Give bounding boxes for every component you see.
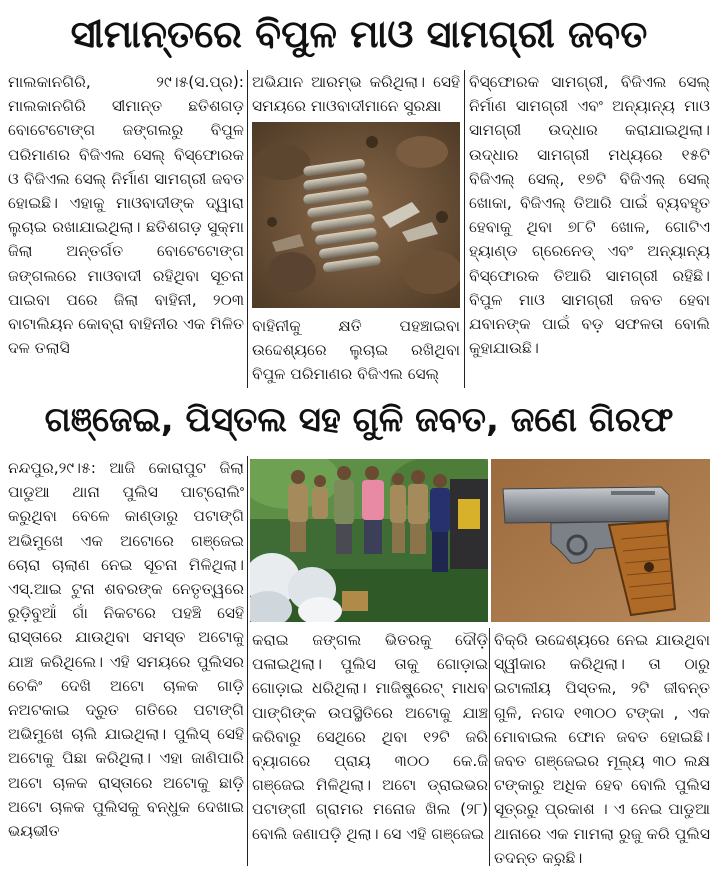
- story2-headline: ଗଞ୍ଜେଇ, ପିସ୍ତଲ ସହ ଗୁଳି ଜବତ, ଜଣେ ଗିରଫ: [44, 400, 674, 440]
- story2-column-1: [8, 456, 244, 866]
- seized-shells-image: [252, 122, 460, 308]
- story1-column-1: [8, 70, 244, 388]
- police-group-image: [250, 459, 488, 622]
- story1-column-1-text: ମାଲକାନଗିରି, ୨୯।୫(ସ.ପ୍ର): ମାଲକାନଗିରି ସୀମାନ୍ତ ଛତିଶଗଡ଼ ବୋଟେଟୋଙ୍ଗ ଜଙ୍ଗଲରୁ ବିପୁଳ ପରିମାଣର ବିଜିଏଲ ସେଲ୍ ବିସ୍ଫୋରକ ଓ ବିଜିଏଲ ସେଲ୍ ନିର୍ମାଣ ସାମଗ୍ରୀ ଜବତ ହୋଇଛି। ଏହାକୁ ମାଓବାଦୀଙ୍କ ଦ୍ୱାରା ଲୁଚାଇ ରଖାଯାଇଥିଲା। ଛତିଶଗଡ଼ ସୁକ୍ମା ଜିଲା ଅନ୍ତର୍ଗତ ବୋଟେଟୋଙ୍ଗ ଜଙ୍ଗଲରେ ମାଓବାଦୀ ରହିଥିବା ସୂଚନା ପାଇବା ପରେ ଜିଲା ବାହିନୀ, ୨୦୩ ବାଟାଲିୟନ କୋବ୍ରା ବାହିନୀର ଏକ ମିଳିତ ଦଳ ତଲାସି: [8, 73, 244, 358]
- story2-column-3-text: ବିକ୍ରି ଉଦ୍ଦେଶ୍ୟରେ ନେଇ ଯାଉଥିବା ସ୍ୱୀକାର କରିଥିଲା। ତା ଠାରୁ ଇଟାଲୀୟ ପିସ୍ତଲ, ୨ଟି ଜୀବନ୍ତ ଗୁଳି, ନଗଦ ୧୩୦୦ ଟଙ୍କା , ଏକ ମୋବାଇଲ ଫୋନ ଜବତ ହୋଇଛି। ଜବତ ଗଞ୍ଜେଇର ମୂଲ୍ୟ ୩୦ ଲକ୍ଷ ଟଙ୍କାରୁ ଅଧିକ ହେବ ବୋଲି ପୁଲିସ ସୂତ୍ରରୁ ପ୍ରକାଶ । ଏ ନେଇ ପାଡୁଆ ଥାନାରେ ଏକ ମାମଲା ରୁଜୁ କରି ପୁଲିସ ତଦନ୍ତ କରୁଛି।: [494, 631, 710, 866]
- story1-column-2-bottom-text: ବାହିନୀକୁ କ୍ଷତି ପହଞ୍ଚାଇବା ଉଦ୍ଦେଶ୍ୟରେ ଲୁଚାଇ ରଖିଥିବା ବିପୁଳ ପରିମାଣର ବିଜିଏଲ ସେଲ୍: [252, 317, 460, 384]
- story1-column-2-bottom: [252, 314, 460, 388]
- story2-column-2: [252, 628, 488, 866]
- pistol-image: [491, 459, 710, 622]
- story1-photo-seized-shells: [252, 122, 460, 308]
- column-divider: [464, 70, 465, 388]
- column-divider: [247, 70, 248, 388]
- story2-column-3: [494, 628, 710, 866]
- story1-column-2-top-text: ଅଭିଯାନ ଆରମ୍ଭ କରିଥିଲା। ସେହି ସମୟରେ ମାଓବାଦୀମାନେ ସୁରକ୍ଷା: [252, 73, 460, 116]
- story1-column-2-top: [252, 70, 460, 120]
- story1-headline: ସୀମାନ୍ତରେ ବିପୁଳ ମାଓ ସାମଗ୍ରୀ ଜବତ: [70, 12, 648, 56]
- story1-column-3: [469, 70, 710, 388]
- story2-photo-police-with-seized-ganja: [250, 459, 488, 622]
- story1-column-3-text: ବିସ୍ଫୋରକ ସାମଗ୍ରୀ, ବିଜିଏଲ ସେଲ୍ ନିର୍ମାଣ ସାମଗ୍ରୀ ଏବଂ ଅନ୍ୟାନ୍ୟ ମାଓ ସାମଗ୍ରୀ ଉଦ୍ଧାର କରାଯାଇଥିଲା। ଉଦ୍ଧାର ସାମଗ୍ରୀ ମଧ୍ୟରେ ୧୫ଟି ବିଜିଏଲ୍ ସେଲ୍, ୧୭ଟି ବିଜିଏଲ୍ ସେଲ୍ ଖୋକା, ବିଜିଏଲ୍ ତିଆରି ପାଇଁ ବ୍ୟବହୃତ ହେବାକୁ ଥିବା ୭୮ଟି ଖୋଳ, ଗୋଟିଏ ହ୍ୟାଣ୍ଡ ଗ୍ରେନେଡ୍ ଏବଂ ଅନ୍ୟାନ୍ୟ ବିସ୍ଫୋରକ ତିଆରି ସାମଗ୍ରୀ ରହିଛି। ବିପୁଳ ମାଓ ସାମଗ୍ରୀ ଜବତ ହେବା ଯବାନଙ୍କ ପାଇଁ ବଡ଼ ସଫଳତା ବୋଲି କୁହାଯାଉଛି।: [469, 73, 710, 358]
- story2-column-1-text: ନନ୍ଦପୁର,୨୯।୫: ଆଜି କୋରାପୁଟ ଜିଲା ପାଡୁଆ ଥାନା ପୁଲିସ ପାଟ୍ରୋଲିଂ କରୁଥିବା ବେଳେ କାଣ୍ଡାରୁ ପଟାଙ୍ଗି ଅଭିମୁଖେ ଏକ ଅଟୋରେ ଗଞ୍ଜେଇ ଚୋରା ଚାଲାଣ ନେଇ ସୂଚନା ମିଳିଥିଲା। ଏସ୍.ଆଇ ଟୁନା ଶବରଙ୍କ ନେତୃତ୍ୱରେ ରୁଡ଼ିବୁଆଁ ଗାଁ ନିକଟରେ ପହଞ୍ଚି ସେହି ରାସ୍ତାରେ ଯାଉଥିବା ସମସ୍ତ ଅଟୋକୁ ଯାଞ୍ଚ କରିଥିଲେ। ଏହି ସମୟରେ ପୁଲିସର ଚେକିଂ ଦେଖି ଅଟୋ ଚାଳକ ଗାଡ଼ି ନଅଟକାଇ ଦ୍ରୁତ ଗତିରେ ପଟାଙ୍ଗି ଅଭିମୁଖେ ଚାଲି ଯାଇଥିଲା। ପୁଲିସ୍ ସେହି ଅଟୋକୁ ପିଛା କରିଥିଲା। ଏହା ଜାଣିପାରି ଅଟୋ ଚାଳକ ରାସ୍ତାରେ ଅଟୋକୁ ଛାଡ଼ି ଅଟୋ ଚାଳକ ପୁଲିସକୁ ବନ୍ଧୁକ ଦେଖାଇ ଭୟଭୀତ: [8, 459, 244, 841]
- story2-column-2-text: କରାଇ ଜଙ୍ଗଲ ଭିତରକୁ ଦୌଡ଼ି ପଳାଇଥିଲା। ପୁଲିସ ତାକୁ ଗୋଡ଼ାଇ ଗୋଡ଼ାଇ ଧରିଥିଲା। ମାଜିଷ୍ଟ୍ରେଟ୍ ମାଧବ ପାଙ୍ଗିଙ୍କ ଉପସ୍ଥିତିରେ ଅଟୋକୁ ଯାଞ୍ଚ କରିବାରୁ ସେଥିରେ ଥିବା ୧୨ଟି ଜରି ବ୍ୟାଗରେ ପ୍ରାୟ ୩୦୦ କେ.ଜି ଗଞ୍ଜେଇ ମିଳିଥିଲା। ଅଟୋ ଡ୍ରାଇଭର ପଟାଙ୍ଗୀ ଗ୍ରାମର ମନୋଜ ଖିଲ (୨୮) ବୋଲି ଜଣାପଡ଼ି ଥିଲା। ସେ ଏହି ଗଞ୍ଜେଇ: [252, 631, 488, 843]
- column-divider: [489, 628, 490, 866]
- story2-photo-seized-pistol: [491, 459, 710, 622]
- column-divider: [247, 456, 248, 866]
